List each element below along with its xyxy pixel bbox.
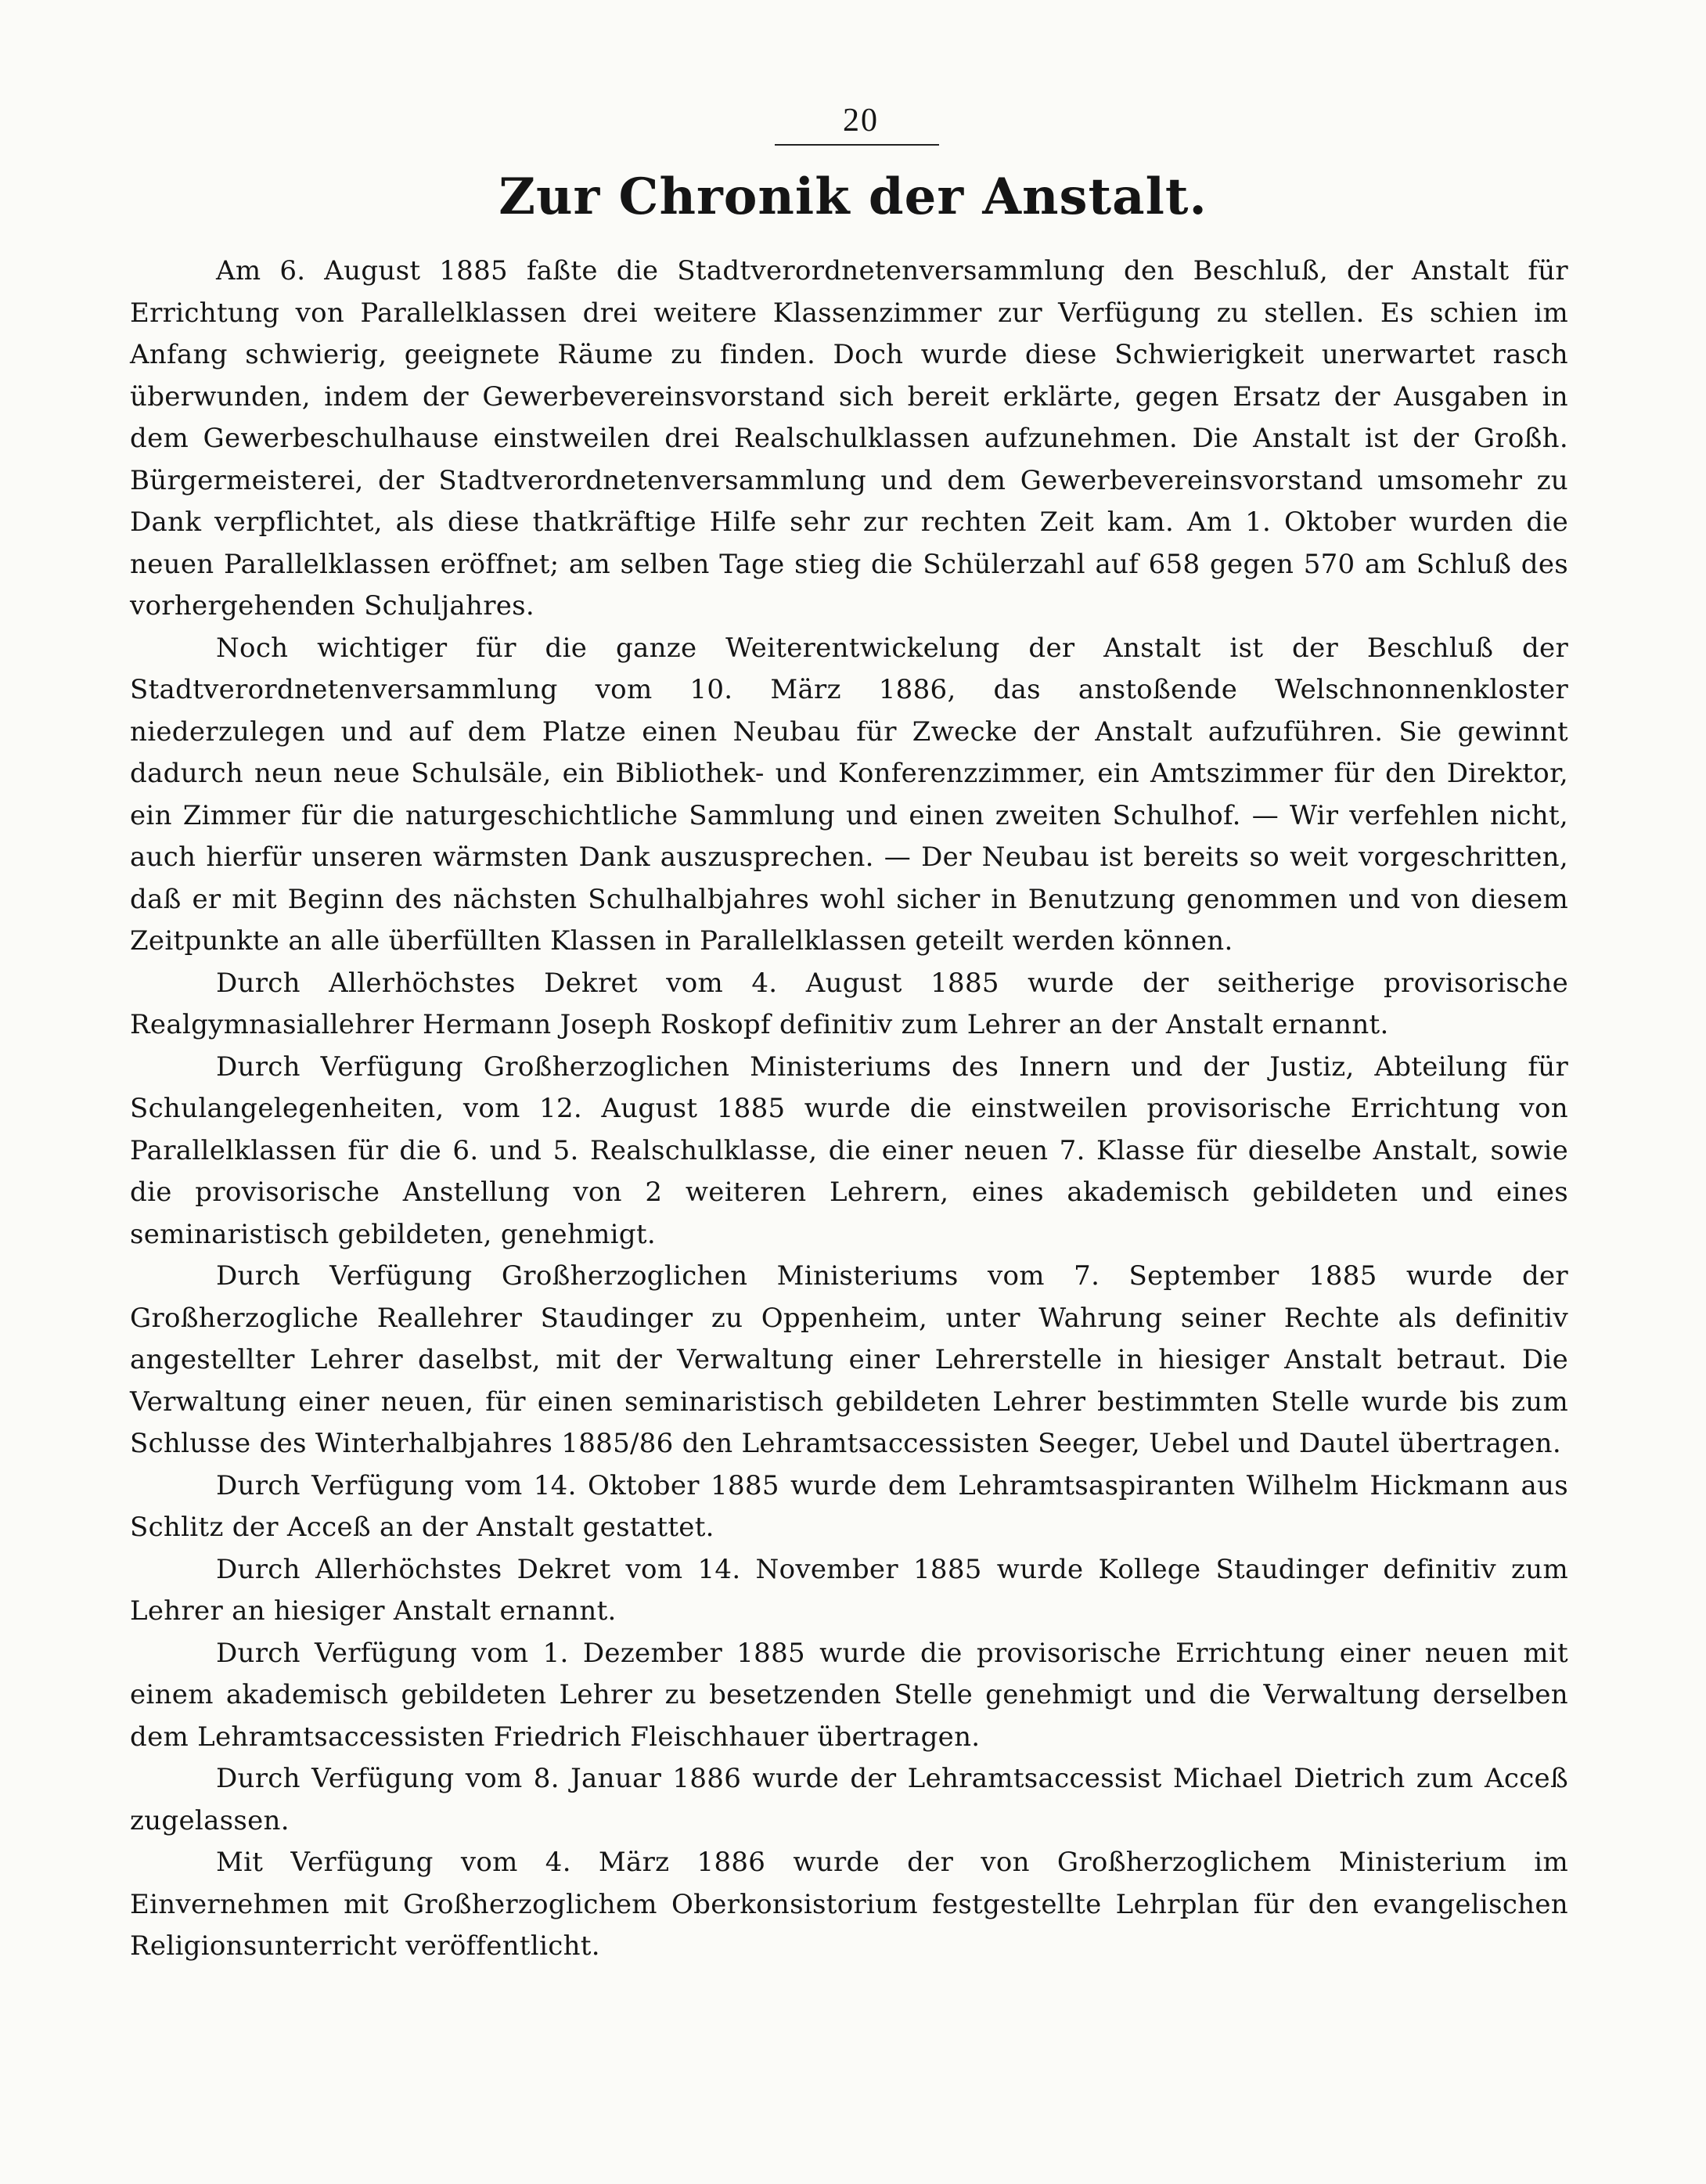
page-title: Zur Chronik der Anstalt. xyxy=(498,168,1208,226)
page-number-rule xyxy=(775,144,939,146)
paragraph-10: Mit Verfügung vom 4. März 1886 wurde der von Großherzoglichem Ministerium im Einvernehmen mit Großherzoglichem Oberkonsistorium festgestellte Lehrplan für den evangelischen Religionsunterricht veröffentlicht. xyxy=(130,1847,1568,1962)
paragraph-2: Noch wichtiger für die ganze Weiterentwickelung der Anstalt ist der Beschluß der Stadtverordnetenversammlung vom 10. März 1886, das anstoßende Welschnonnenkloster niederzulegen und auf dem Platze einen Neubau für Zwecke der Anstalt aufzuführen. Sie gewinnt dadurch neun neue Schulsäle, ein Bibliothek- und Konferenzzimmer, ein Amtszimmer für den Direktor, ein Zimmer für die naturgeschichtliche Sammlung und einen zweiten Schulhof. — Wir verfehlen nicht, auch hierfür unseren wärmsten Dank auszusprechen. — Der Neubau ist bereits so weit vorgeschritten, daß er mit Beginn des nächsten Schulhalbjahres wohl sicher in Benutzung genommen und von diesem Zeitpunkte an alle überfüllten Klassen in Parallelklassen geteilt werden können. xyxy=(130,632,1568,957)
paragraph-8: Durch Verfügung vom 1. Dezember 1885 wurde die provisorische Errichtung einer neuen mit einem akademisch gebildeten Lehrer zu besetzenden Stelle genehmigt und die Verwaltung derselben dem Lehramtsaccessisten Friedrich Fleischhauer übertragen. xyxy=(130,1637,1568,1753)
paragraph-1: Am 6. August 1885 faßte die Stadtverordnetenversammlung den Beschluß, der Anstalt für Errichtung von Parallelklassen drei weitere Klassenzimmer zur Verfügung zu stellen. Es schien im Anfang schwierig, geeignete Räume zu finden. Doch wurde diese Schwierigkeit unerwartet rasch überwunden, indem der Gewerbevereinsvorstand sich bereit erklärte, gegen Ersatz der Ausgaben in dem Gewerbeschulhause einstweilen drei Realschulklassen aufzunehmen. Die Anstalt ist der Großh. Bürgermeisterei, der Stadtverordnetenversammlung und dem Gewerbevereinsvorstand umsomehr zu Dank verpflichtet, als diese thatkräftige Hilfe sehr zur rechten Zeit kam. Am 1. Oktober wurden die neuen Parallelklassen eröffnet; am selben Tage stieg die Schülerzahl auf 658 gegen 570 am Schluß des vorhergehenden Schuljahres. xyxy=(130,255,1568,622)
paragraph-4: Durch Verfügung Großherzoglichen Ministeriums des Innern und der Justiz, Abteilung für Schulangelegenheiten, vom 12. August 1885 wurde die einstweilen provisorische Errichtung von Parallelklassen für die 6. und 5. Realschulklasse, die einer neuen 7. Klasse für dieselbe Anstalt, sowie die provisorische Anstellung von 2 weiteren Lehrern, eines akademisch gebildeten und eines seminaristisch gebildeten, genehmigt. xyxy=(130,1051,1568,1250)
chronicle-text xyxy=(130,250,1568,1968)
page-number: 20 xyxy=(843,103,879,139)
paragraph-9: Durch Verfügung vom 8. Januar 1886 wurde der Lehramtsaccessist Michael Dietrich zum Acceß zugelassen. xyxy=(130,1763,1568,1836)
paragraph-3: Durch Allerhöchstes Dekret vom 4. August 1885 wurde der seitherige provisorische Realgymnasiallehrer Hermann Joseph Roskopf definitiv zum Lehrer an der Anstalt ernannt. xyxy=(130,967,1568,1040)
paragraph-5: Durch Verfügung Großherzoglichen Ministeriums vom 7. September 1885 wurde der Großherzogliche Reallehrer Staudinger zu Oppenheim, unter Wahrung seiner Rechte als definitiv angestellter Lehrer daselbst, mit der Verwaltung einer Lehrerstelle in hiesiger Anstalt betraut. Die Verwaltung einer neuen, für einen seminaristisch gebildeten Lehrer bestimmten Stelle wurde bis zum Schlusse des Winterhalbjahres 1885/86 den Lehramtsaccessisten Seeger, Uebel und Dautel übertragen. xyxy=(130,1260,1568,1459)
paragraph-7: Durch Allerhöchstes Dekret vom 14. November 1885 wurde Kollege Staudinger definitiv zum Lehrer an hiesiger Anstalt ernannt. xyxy=(130,1553,1568,1627)
paragraph-6: Durch Verfügung vom 14. Oktober 1885 wurde dem Lehramtsaspiranten Wilhelm Hickmann aus Schlitz der Acceß an der Anstalt gestattet. xyxy=(130,1469,1568,1543)
